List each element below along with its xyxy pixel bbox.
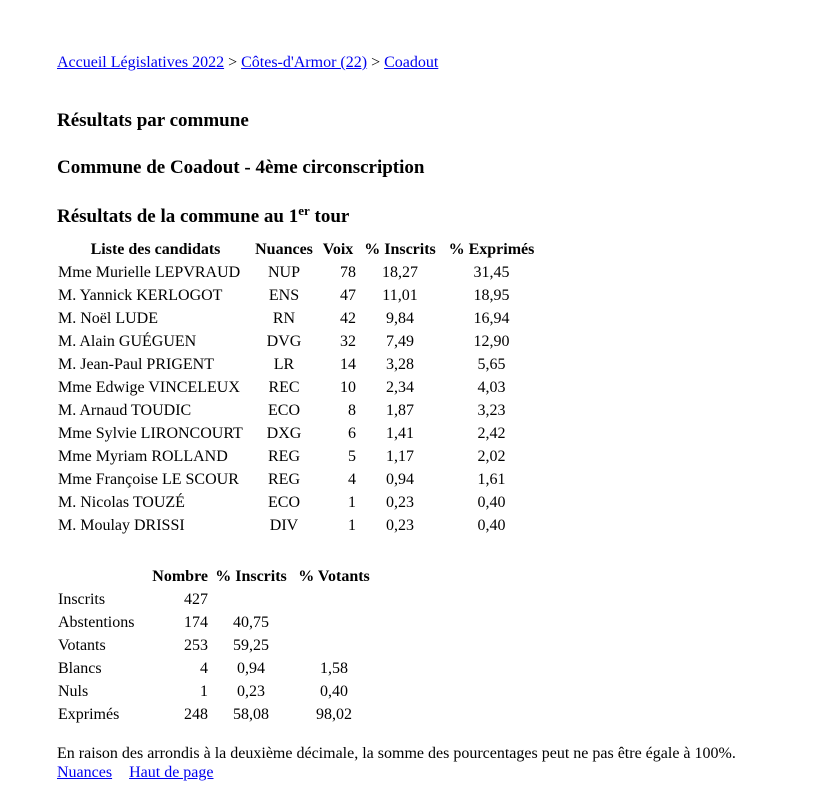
table-row bbox=[57, 680, 374, 703]
candidate-pct-inscrits: 1,17 bbox=[386, 448, 414, 465]
turnout-pct-inscrits: 59,25 bbox=[233, 637, 269, 654]
table-row bbox=[57, 376, 543, 399]
top-of-page-link[interactable]: Haut de page bbox=[129, 764, 214, 781]
candidate-voix: 5 bbox=[348, 448, 356, 465]
candidate-pct-inscrits: 7,49 bbox=[386, 333, 414, 350]
turnout-count: 253 bbox=[184, 637, 208, 654]
table-row bbox=[57, 657, 374, 680]
table-row bbox=[57, 514, 543, 537]
candidate-name: Mme Sylvie LIRONCOURT bbox=[58, 425, 243, 442]
turnout-pct-inscrits: 0,94 bbox=[237, 660, 265, 677]
candidate-pct-exprimes: 5,65 bbox=[477, 356, 506, 373]
round-heading bbox=[57, 203, 350, 228]
candidate-voix: 4 bbox=[348, 471, 356, 488]
header-pct-votants: % Votants bbox=[298, 568, 370, 585]
candidate-name: M. Jean-Paul PRIGENT bbox=[58, 356, 214, 373]
candidate-name: M. Noël LUDE bbox=[58, 310, 158, 327]
header-nombre: Nombre bbox=[152, 568, 208, 585]
candidate-pct-inscrits: 0,23 bbox=[386, 517, 414, 534]
breadcrumb-commune-link[interactable]: Coadout bbox=[384, 54, 439, 71]
table-row bbox=[57, 468, 543, 491]
candidate-nuance: DXG bbox=[266, 425, 302, 442]
commune-heading: Commune de Coadout - 4ème circonscription bbox=[57, 157, 425, 178]
turnout-label: Exprimés bbox=[58, 706, 120, 723]
breadcrumb-separator: > bbox=[367, 54, 385, 71]
candidate-name: M. Yannick KERLOGOT bbox=[58, 287, 223, 304]
breadcrumb-separator: > bbox=[224, 54, 242, 71]
results-heading: Résultats par commune bbox=[57, 110, 249, 131]
breadcrumb-department-link[interactable]: Côtes-d'Armor (22) bbox=[241, 54, 368, 71]
candidate-voix: 6 bbox=[348, 425, 356, 442]
candidate-nuance: DVG bbox=[266, 333, 302, 350]
candidate-pct-exprimes: 0,40 bbox=[477, 494, 506, 511]
rounding-note: En raison des arrondis à la deuxième décimale, la somme des pourcentages peut ne pas être égale à 100%. bbox=[57, 745, 736, 762]
candidate-pct-exprimes: 0,40 bbox=[477, 517, 506, 534]
candidate-pct-inscrits: 0,23 bbox=[386, 494, 414, 511]
turnout-pct-inscrits: 40,75 bbox=[233, 614, 269, 631]
candidate-pct-inscrits: 11,01 bbox=[382, 287, 418, 304]
turnout-pct-inscrits: 58,08 bbox=[233, 706, 269, 723]
round-heading-suffix: tour bbox=[309, 206, 350, 227]
candidate-name: Mme Edwige VINCELEUX bbox=[58, 379, 240, 396]
breadcrumb bbox=[57, 54, 438, 72]
candidate-voix: 8 bbox=[348, 402, 356, 419]
turnout-pct-votants bbox=[294, 611, 374, 634]
turnout-pct-votants: 0,40 bbox=[320, 683, 348, 700]
table-row bbox=[57, 307, 543, 330]
candidate-voix: 1 bbox=[348, 494, 356, 511]
candidate-nuance: LR bbox=[273, 356, 295, 373]
candidate-pct-exprimes: 4,03 bbox=[477, 379, 506, 396]
turnout-count: 427 bbox=[184, 591, 208, 608]
candidate-pct-inscrits: 2,34 bbox=[386, 379, 414, 396]
turnout-pct-votants bbox=[294, 634, 374, 657]
turnout-pct-votants: 1,58 bbox=[320, 660, 348, 677]
candidate-voix: 78 bbox=[340, 264, 356, 281]
table-row bbox=[57, 491, 543, 514]
candidate-pct-exprimes: 3,23 bbox=[477, 402, 506, 419]
turnout-label: Blancs bbox=[58, 660, 102, 677]
header-pct-inscrits: % Inscrits bbox=[364, 241, 436, 258]
turnout-pct-votants: 98,02 bbox=[316, 706, 352, 723]
turnout-label: Inscrits bbox=[58, 591, 106, 608]
candidate-name: Mme Françoise LE SCOUR bbox=[58, 471, 239, 488]
candidate-nuance: REG bbox=[268, 471, 300, 488]
header-blank bbox=[57, 565, 146, 588]
candidate-pct-exprimes: 2,02 bbox=[477, 448, 506, 465]
candidate-name: M. Arnaud TOUDIC bbox=[58, 402, 192, 419]
header-candidates: Liste des candidats bbox=[90, 241, 221, 258]
turnout-pct-votants bbox=[294, 588, 374, 611]
candidate-nuance: ECO bbox=[268, 494, 300, 511]
turnout-label: Abstentions bbox=[58, 614, 135, 631]
table-row bbox=[57, 611, 374, 634]
candidate-pct-inscrits: 0,94 bbox=[386, 471, 414, 488]
table-row bbox=[57, 353, 543, 376]
table-row bbox=[57, 588, 374, 611]
candidate-name: Mme Myriam ROLLAND bbox=[58, 448, 228, 465]
candidate-nuance: REC bbox=[268, 379, 300, 396]
candidate-nuance: DIV bbox=[269, 517, 299, 534]
footer-links bbox=[57, 764, 214, 782]
candidate-voix: 47 bbox=[340, 287, 356, 304]
turnout-count: 1 bbox=[200, 683, 208, 700]
table-row bbox=[57, 330, 543, 353]
candidate-voix: 1 bbox=[348, 517, 356, 534]
breadcrumb-home-link[interactable]: Accueil Législatives 2022 bbox=[57, 54, 225, 71]
candidate-nuance: ECO bbox=[268, 402, 300, 419]
table-row bbox=[57, 399, 543, 422]
candidate-pct-inscrits: 9,84 bbox=[386, 310, 414, 327]
table-row bbox=[57, 422, 543, 445]
header-pct-exprimes: % Exprimés bbox=[448, 241, 535, 258]
candidate-voix: 10 bbox=[340, 379, 356, 396]
candidate-pct-exprimes: 1,61 bbox=[477, 471, 506, 488]
candidate-pct-exprimes: 18,95 bbox=[473, 287, 510, 304]
candidate-nuance: RN bbox=[272, 310, 296, 327]
table-row bbox=[57, 634, 374, 657]
candidate-name: M. Alain GUÉGUEN bbox=[58, 333, 197, 350]
candidate-voix: 14 bbox=[340, 356, 356, 373]
turnout-count: 174 bbox=[184, 614, 208, 631]
turnout-pct-inscrits: 0,23 bbox=[237, 683, 265, 700]
candidate-nuance: NUP bbox=[267, 264, 300, 281]
turnout-label: Nuls bbox=[58, 683, 89, 700]
candidate-pct-exprimes: 2,42 bbox=[477, 425, 506, 442]
table-row bbox=[57, 703, 374, 726]
candidates-header-row bbox=[57, 238, 543, 261]
candidate-voix: 42 bbox=[340, 310, 356, 327]
turnout-count: 4 bbox=[200, 660, 208, 677]
header-pct-inscrits: % Inscrits bbox=[215, 568, 287, 585]
candidate-nuance: ENS bbox=[268, 287, 300, 304]
candidate-pct-inscrits: 1,87 bbox=[386, 402, 414, 419]
candidate-pct-exprimes: 12,90 bbox=[473, 333, 510, 350]
candidate-pct-exprimes: 16,94 bbox=[473, 310, 510, 327]
candidate-pct-inscrits: 3,28 bbox=[386, 356, 414, 373]
candidate-pct-inscrits: 18,27 bbox=[382, 264, 418, 281]
candidate-pct-exprimes: 31,45 bbox=[473, 264, 510, 281]
round-heading-sup: er bbox=[298, 203, 310, 218]
candidate-name: M. Nicolas TOUZÉ bbox=[58, 494, 185, 511]
turnout-label: Votants bbox=[58, 637, 106, 654]
header-nuances: Nuances bbox=[255, 241, 313, 258]
candidate-pct-inscrits: 1,41 bbox=[386, 425, 414, 442]
candidate-voix: 32 bbox=[340, 333, 356, 350]
nuances-link[interactable]: Nuances bbox=[57, 764, 113, 781]
header-voix: Voix bbox=[322, 241, 354, 258]
table-row bbox=[57, 261, 543, 284]
turnout-count: 248 bbox=[184, 706, 208, 723]
turnout-header-row bbox=[57, 565, 374, 588]
table-row bbox=[57, 284, 543, 307]
turnout-pct-inscrits bbox=[208, 588, 294, 611]
candidate-nuance: REG bbox=[268, 448, 300, 465]
candidates-table bbox=[57, 238, 543, 537]
round-heading-prefix: Résultats de la commune au 1 bbox=[57, 206, 299, 227]
candidate-name: Mme Murielle LEPVRAUD bbox=[58, 264, 241, 281]
table-row bbox=[57, 445, 543, 468]
turnout-table bbox=[57, 565, 374, 726]
candidate-name: M. Moulay DRISSI bbox=[58, 517, 185, 534]
